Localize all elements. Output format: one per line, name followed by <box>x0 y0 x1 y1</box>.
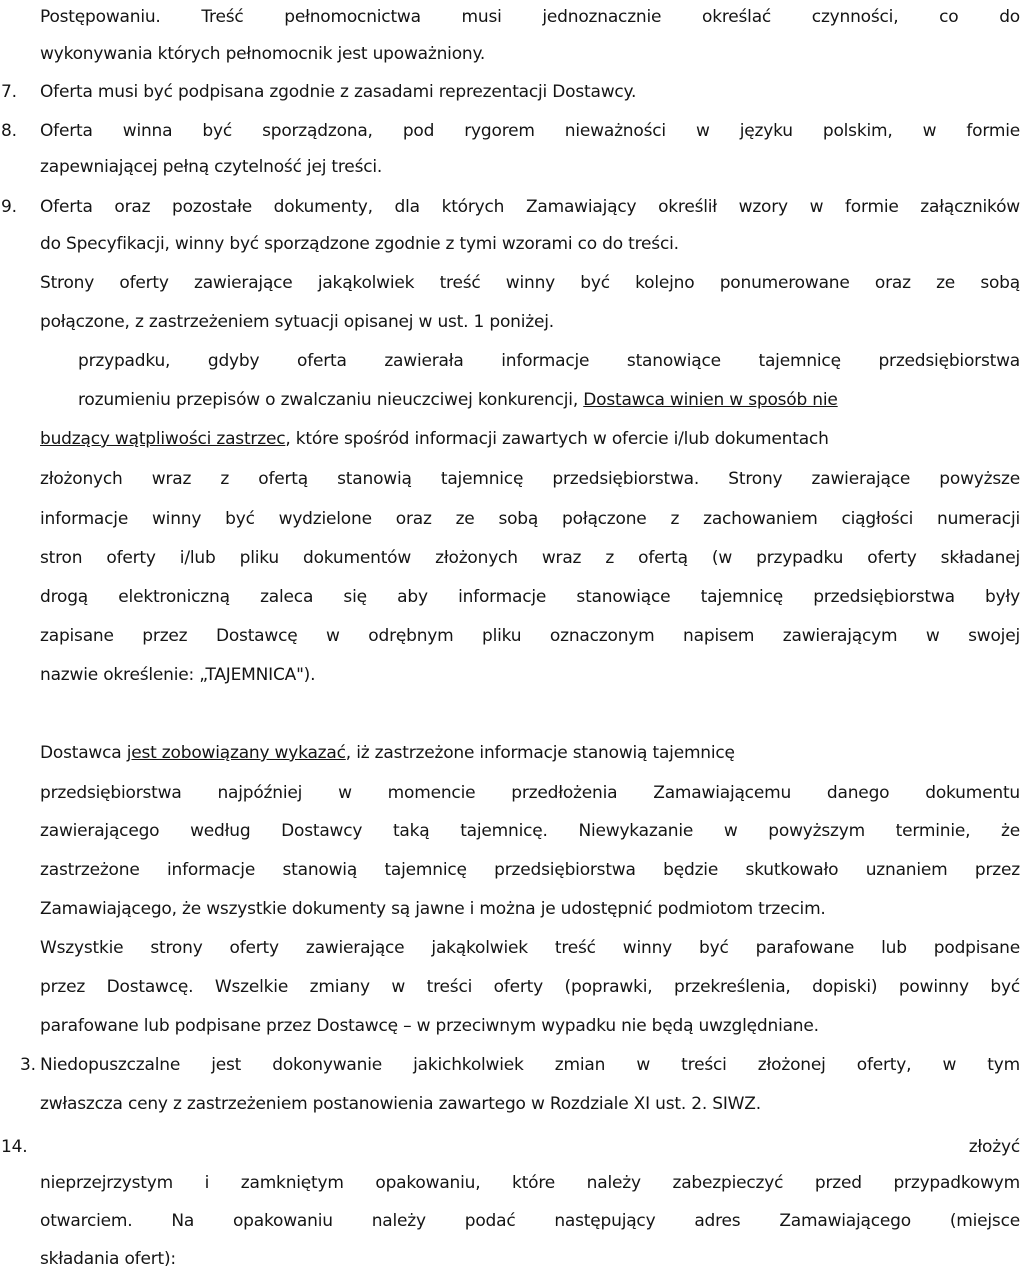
text-line: Oferta oraz pozostałe dokumenty, dla których Zamawiający określił wzory w formie załączników <box>40 197 1020 217</box>
list-number: 9. <box>1 197 17 217</box>
underlined-text: budzący wątpliwości zastrzec <box>40 429 286 449</box>
text-line: Oferta musi być podpisana zgodnie z zasadami reprezentacji Dostawcy. <box>40 82 637 102</box>
list-number: 14. <box>1 1137 28 1157</box>
text-line: Postępowaniu. Treść pełnomocnictwa musi jednoznacznie określać czynności, co do <box>40 7 1020 27</box>
text-line: drogą elektroniczną zaleca się aby informacje stanowiące tajemnicę przedsiębiorstwa były <box>40 587 1020 607</box>
text-line <box>40 428 1020 450</box>
text-line: do Specyfikacji, winny być sporządzone zgodnie z tymi wzorami co do treści. <box>40 234 679 254</box>
text-line: Niedopuszczalne jest dokonywanie jakichkolwiek zmian w treści złożonej oferty, w tym <box>40 1055 1020 1075</box>
list-number: 7. <box>1 82 17 102</box>
text-span: rozumieniu przepisów o zwalczaniu nieuczciwej konkurencji, <box>78 390 584 410</box>
text-line: zapisane przez Dostawcę w odrębnym pliku oznaczonym napisem zawierającym w swojej <box>40 626 1020 646</box>
text-line: składania ofert): <box>40 1249 176 1269</box>
text-line: wykonywania których pełnomocnik jest upoważniony. <box>40 44 486 64</box>
text-line: zapewniającej pełną czytelność jej treści. <box>40 157 383 177</box>
text-line: zastrzeżone informacje stanowią tajemnicę przedsiębiorstwa będzie skutkowało uznaniem przez <box>40 860 1020 880</box>
text-line: otwarciem. Na opakowaniu należy podać następujący adres Zamawiającego (miejsce <box>40 1211 1020 1231</box>
text-line: stron oferty i/lub pliku dokumentów złożonych wraz z ofertą (w przypadku oferty składanej <box>40 548 1020 568</box>
text-line: Strony oferty zawierające jakąkolwiek treść winny być kolejno ponumerowane oraz ze sobą <box>40 273 1020 293</box>
text-line: nazwie określenie: „TAJEMNICA"). <box>40 665 316 685</box>
text-line: połączone, z zastrzeżeniem sytuacji opisanej w ust. 1 poniżej. <box>40 312 554 332</box>
text-line <box>78 389 1024 411</box>
text-line: zwłaszcza ceny z zastrzeżeniem postanowienia zawartego w Rozdziale XI ust. 2. SIWZ. <box>40 1094 761 1114</box>
text-span: , które spośród informacji zawartych w ofercie i/lub dokumentach <box>285 429 829 449</box>
text-line: zawierającego według Dostawcy taką tajemnicę. Niewykazanie w powyższym terminie, że <box>40 821 1020 841</box>
list-number: 8. <box>1 121 17 141</box>
text-line: Wszystkie strony oferty zawierające jakąkolwiek treść winny być parafowane lub podpisane <box>40 938 1020 958</box>
text-line: informacje winny być wydzielone oraz ze sobą połączone z zachowaniem ciągłości numeracji <box>40 509 1020 529</box>
text-line: Zamawiającego, że wszystkie dokumenty są jawne i można je udostępnić podmiotom trzecim. <box>40 899 826 919</box>
text-line: przypadku, gdyby oferta zawierała informacje stanowiące tajemnicę przedsiębiorstwa <box>78 351 1020 371</box>
text-line: nieprzejrzystym i zamkniętym opakowaniu, które należy zabezpieczyć przed przypadkowym <box>40 1173 1020 1193</box>
underlined-text: jest zobowiązany wykazać <box>126 743 346 763</box>
text-span: Dostawca <box>40 743 127 763</box>
underlined-text: Dostawca winien w sposób nie <box>583 390 838 410</box>
text-line: przedsiębiorstwa najpóźniej w momencie przedłożenia Zamawiającemu danego dokumentu <box>40 783 1020 803</box>
text-line: złożonych wraz z ofertą stanowią tajemnicę przedsiębiorstwa. Strony zawierające powyższe <box>40 469 1020 489</box>
text-span: , iż zastrzeżone informacje stanowią tajemnicę <box>345 743 735 763</box>
text-line: przez Dostawcę. Wszelkie zmiany w treści oferty (poprawki, przekreślenia, dopiski) powinny być <box>40 977 1020 997</box>
text-fragment: złożyć <box>968 1137 1020 1157</box>
text-line: Oferta winna być sporządzona, pod rygorem nieważności w języku polskim, w formie <box>40 121 1020 141</box>
text-line <box>40 742 1020 764</box>
text-line: parafowane lub podpisane przez Dostawcę – w przeciwnym wypadku nie będą uwzględniane. <box>40 1016 819 1036</box>
list-number: 3. <box>20 1055 36 1075</box>
